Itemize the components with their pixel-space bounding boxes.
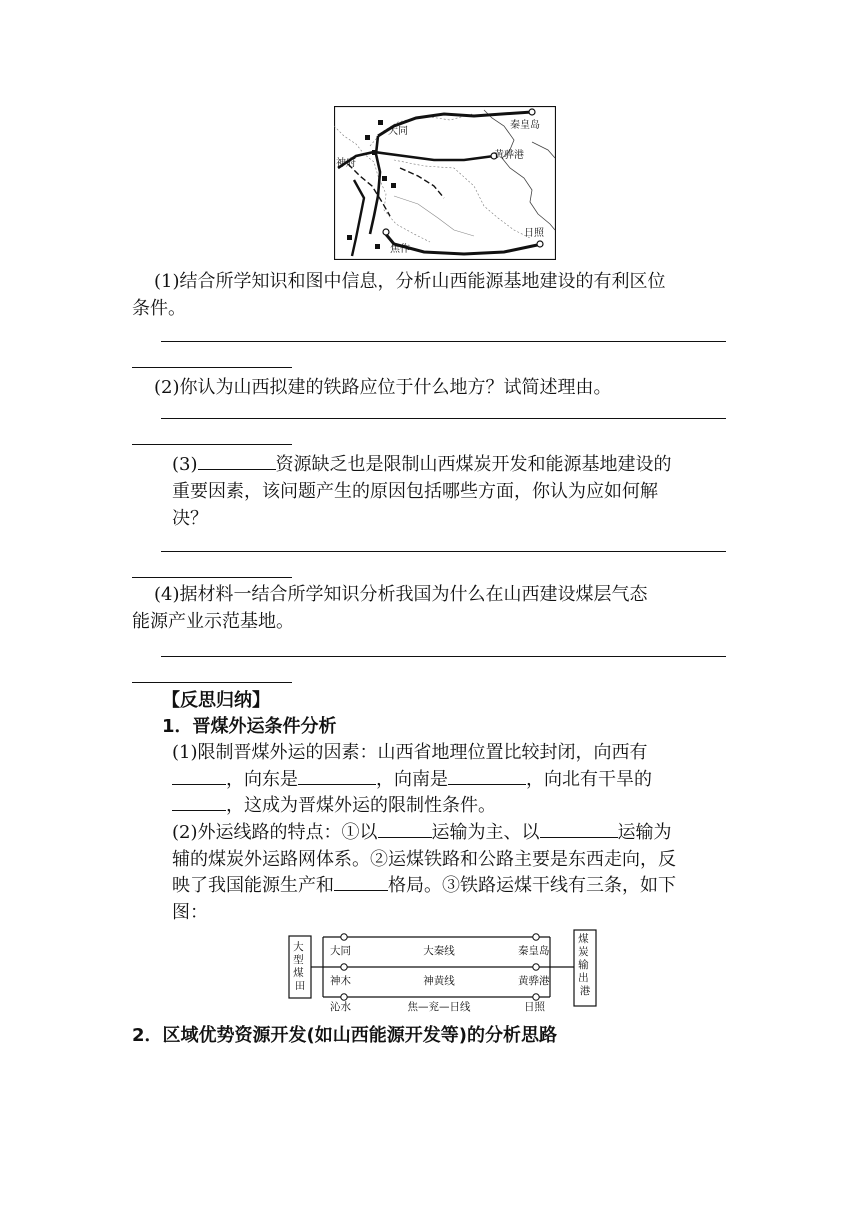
para-2-text-a: (2)外运线路的特点：①以 [172,822,378,843]
question-1-line-2: 条件。 [132,298,186,319]
map-label-jiaozuo: 焦作 [390,244,410,255]
question-3-line-3: 决？ [172,508,208,529]
rail-row-3-start: 沁水 [330,1001,351,1012]
answer-line[interactable] [161,656,726,657]
para-2-line-4: 图： [172,902,208,923]
para-1-text-b: ，向东是 [226,769,298,790]
rail-row-2-end: 黄骅港 [518,975,550,987]
question-2: (2)你认为山西拟建的铁路应位于什么地方？试简述理由。 [154,377,612,398]
blank[interactable] [540,819,618,838]
rail-row-1-end: 秦皇岛 [518,945,550,957]
para-2-text-b: 运输为主、以 [431,822,540,843]
item-2-title: 2．区域优势资源开发(如山西能源开发等)的分析思路 [132,1025,557,1046]
right-box-label [578,932,592,997]
question-4-line-2: 能源产业示范基地。 [132,611,294,632]
blank[interactable] [334,872,388,891]
map-figure [334,106,556,260]
right-box-char-1: 煤 [578,933,589,945]
left-box-char-3: 煤 [293,967,304,979]
rail-row-1-start: 大同 [330,945,351,957]
para-2-line-2: 辅的煤炭外运路网体系。②运煤铁路和公路主要是东西走向，反 [172,849,676,870]
answer-line[interactable] [161,341,726,342]
right-box-char-3: 输 [578,959,589,971]
rail-row-2-start: 神木 [330,975,351,987]
shanxi-railway-map [334,106,556,260]
blank[interactable] [298,766,376,785]
coal-railway-diagram [288,922,598,1012]
answer-line[interactable] [132,444,292,445]
para-1-text-d: ，向北有干旱的 [526,769,652,790]
question-3-text: 资源缺乏也是限制山西煤炭开发和能源基地建设的 [275,454,672,475]
para-1-line-3 [172,791,496,821]
answer-line[interactable] [132,577,292,578]
question-3-prefix: (3) [172,454,198,475]
blank[interactable] [198,451,276,470]
section-heading: 【反思归纳】 [162,690,270,711]
para-2-text-e: 映了我国能源生产和 [172,875,334,896]
question-1-line-1: (1)结合所学知识和图中信息，分析山西能源基地建设的有利区位 [154,271,666,292]
answer-line[interactable] [161,551,726,552]
left-box-char-4: 田 [294,980,306,992]
right-box-char-2: 炭 [578,946,589,958]
item-1-title: 1．晋煤外运条件分析 [162,716,337,737]
railway-diagram-figure [288,922,598,1012]
map-label-shenfu: 神府 [336,158,356,169]
rail-row-2-line: 神黄线 [423,975,455,987]
map-label-huanghuagang: 黄骅港 [494,150,524,161]
blank[interactable] [172,766,226,785]
para-2-text-f: 格局。③铁路运煤干线有三条，如下 [388,875,676,896]
para-1-line-1: (1)限制晋煤外运的因素：山西省地理位置比较封闭，向西有 [172,742,648,763]
answer-line[interactable] [132,367,292,368]
question-3-line-2: 重要因素，该问题产生的原因包括哪些方面，你认为应如何解 [172,481,658,502]
blank[interactable] [448,766,526,785]
rail-row-1-line: 大秦线 [423,945,455,957]
question-3-line-1 [172,450,672,480]
answer-line[interactable] [161,418,726,419]
para-2-line-3 [172,871,676,901]
para-1-text-e: ，这成为晋煤外运的限制性条件。 [226,795,496,816]
map-label-rizhao: 日照 [524,228,544,239]
right-box-char-4: 出 [578,972,589,984]
left-box-char-2: 型 [293,954,304,966]
blank[interactable] [378,819,432,838]
answer-line[interactable] [132,682,292,683]
rail-row-3-line: 焦—兖—日线 [407,1001,471,1012]
para-2-line-1 [172,818,672,848]
question-4-line-1: (4)据材料一结合所学知识分析我国为什么在山西建设煤层气态 [154,584,648,605]
map-label-qinhuangdao: 秦皇岛 [510,120,540,131]
left-box-char-1: 大 [293,941,304,953]
right-box-char-5: 港 [579,985,591,997]
blank[interactable] [172,792,226,811]
rail-row-3-end: 日照 [524,1001,545,1012]
map-label-datong: 大同 [388,126,408,137]
para-1-text-c: ，向南是 [376,769,448,790]
para-2-text-c: 运输为 [617,822,672,843]
